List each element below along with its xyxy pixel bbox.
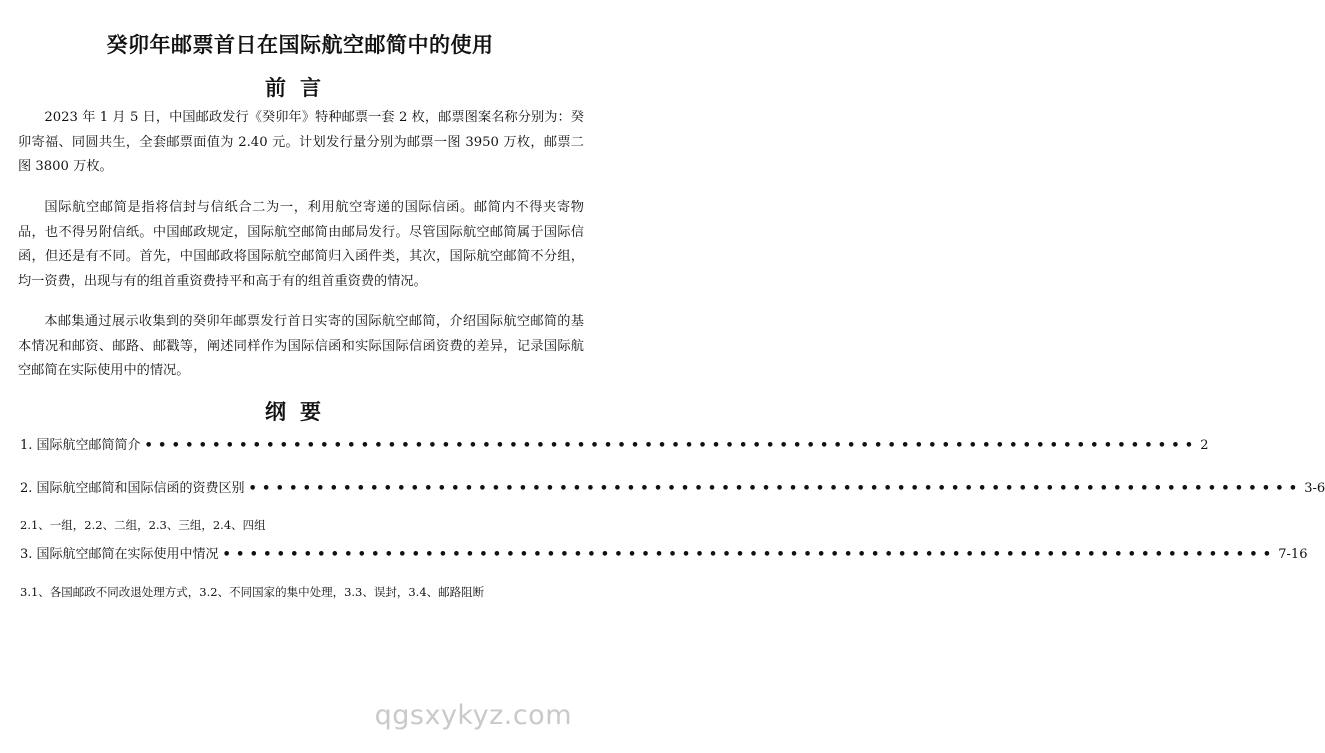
site-watermark: qgsxykyz.com [374,700,572,731]
toc-dot-leader: •••••••••••••••••••••••••••••••••••••••••••••••••••••••••••••••••••••••••••••• [248,481,1303,496]
preface-paragraph-1: 2023 年 1 月 5 日，中国邮政发行《癸卯年》特种邮票一套 2 枚，邮票图案名称分别为：癸卯寄福、同圆共生，全套邮票面值为 2.40 元。计划发行量分别为邮票一图 3950 万枚，邮票二图 3800 万枚。 [18,110,584,174]
toc-entry-2-subitems: 2.1、一组，2.2、二组，2.3、三组，2.4、四组 [20,518,266,532]
toc-page-range: 7-16 [1278,547,1308,562]
toc-entry-1 [20,436,1209,456]
toc-page-range: 2 [1200,438,1209,453]
document-title: 癸卯年邮票首日在国际航空邮简中的使用 [106,33,494,57]
toc-dot-leader: •••••••••••••••••••••••••••••••••••••••••••••••••••••••••••••••••••••••••••••• [222,547,1277,562]
toc-entry-3-subitems: 3.1、各国邮政不同改退处理方式，3.2、不同国家的集中处理，3.3、误封，3.4、邮路阻断 [20,585,485,599]
toc-entry-label: 2. 国际航空邮简和国际信函的资费区别 [20,481,245,496]
outline-heading: 纲要 [265,400,335,424]
toc-entry-3 [20,545,1308,565]
preface-paragraph-3: 本邮集通过展示收集到的癸卯年邮票发行首日实寄的国际航空邮简，介绍国际航空邮简的基本情况和邮资、邮路、邮戳等，阐述同样作为国际信函和实际国际信函资费的差异，记录国际航空邮简在实际使用中的情况。 [18,314,584,378]
toc-entry-label: 1. 国际航空邮简简介 [20,438,141,453]
toc-dot-leader: •••••••••••••••••••••••••••••••••••••••••••••••••••••••••••••••••••••••••••••• [144,438,1199,453]
preface-heading: 前言 [265,76,335,100]
preface-paragraph-2: 国际航空邮简是指将信封与信纸合二为一，利用航空寄递的国际信函。邮简内不得夹寄物品，也不得另附信纸。中国邮政规定，国际航空邮简由邮局发行。尽管国际航空邮简属于国际信函，但还是有不同。首先，中国邮政将国际航空邮简归入函件类，其次，国际航空邮简不分组，均一资费，出现与有的组首重资费持平和高于有的组首重资费的情况。 [18,200,584,289]
toc-page-range: 3-6 [1304,481,1325,496]
toc-entry-label: 3. 国际航空邮简在实际使用中情况 [20,547,219,562]
toc-entry-2 [20,479,1325,499]
